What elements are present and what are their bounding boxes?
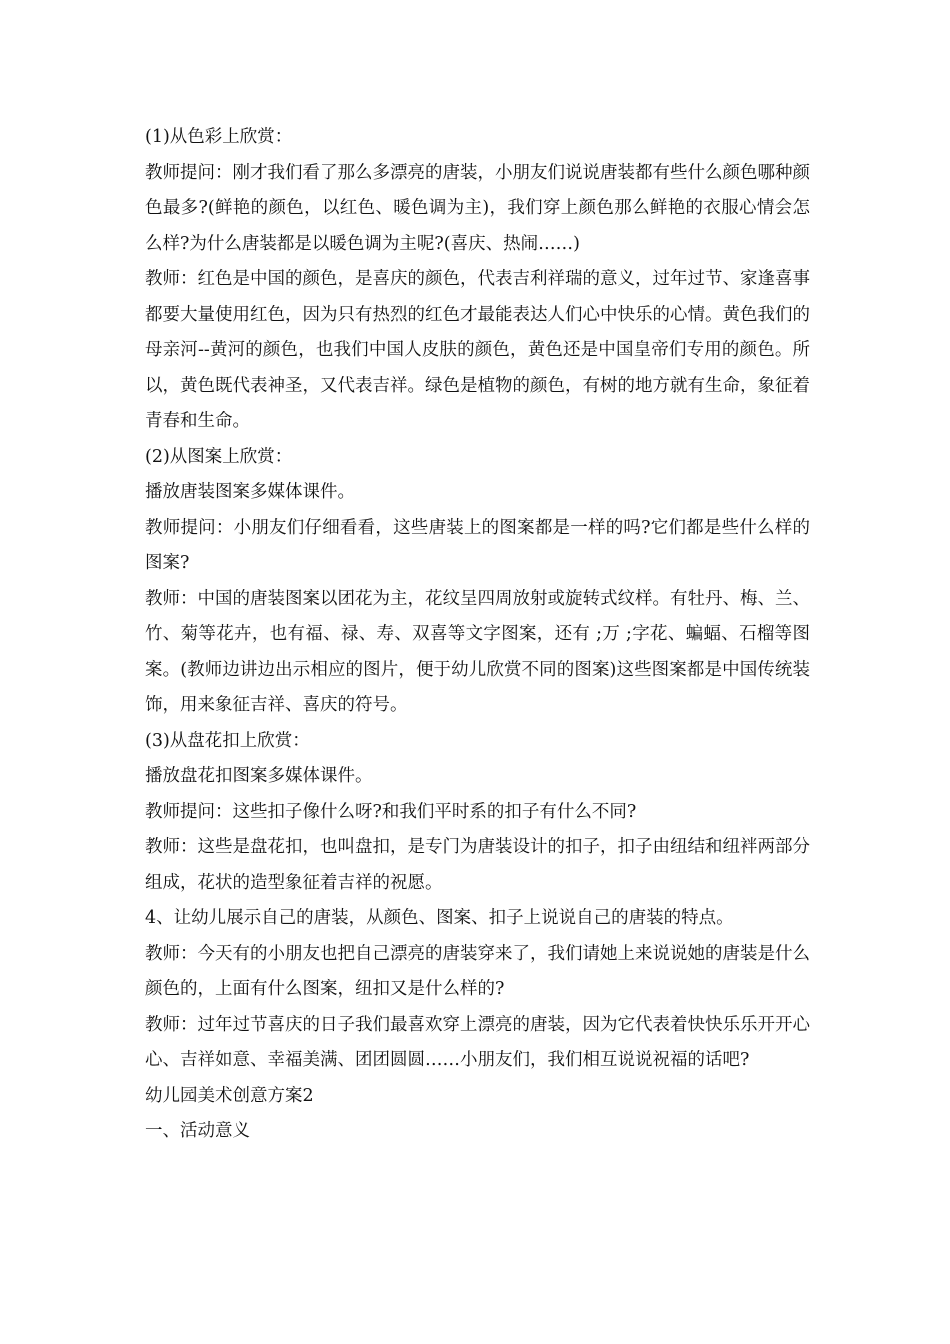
paragraph: 4、让幼儿展示自己的唐装，从颜色、图案、扣子上说说自己的唐装的特点。: [145, 908, 734, 928]
paragraph: 教师提问：这些扣子像什么呀?和我们平时系的扣子有什么不同?: [145, 801, 637, 822]
paragraph: 播放唐装图案多媒体课件。: [145, 482, 355, 502]
document-body: [145, 120, 810, 1150]
section-heading-button: (3)从盘花扣上欣赏：: [145, 730, 310, 751]
section-heading-color: (1)从色彩上欣赏：: [145, 127, 293, 147]
paragraph: 教师：这些是盘花扣，也叫盘扣，是专门为唐装设计的扣子，扣子由纽结和纽袢两部分组成，花状的造型象征着吉祥的祝愿。: [145, 837, 810, 893]
section-heading-meaning: 一、活动意义: [145, 1121, 250, 1141]
section-heading-pattern: (2)从图案上欣赏：: [145, 446, 293, 467]
paragraph: 教师：今天有的小朋友也把自己漂亮的唐装穿来了，我们请她上来说说她的唐装是什么颜色的，上面有什么图案，纽扣又是什么样的?: [145, 943, 810, 999]
paragraph: 教师：中国的唐装图案以团花为主，花纹呈四周放射或旋转式纹样。有牡丹、梅、兰、竹、菊等花卉，也有福、禄、寿、双喜等文字图案，还有 ;万 ;字花、蝙蝠、石榴等图案。(教师边讲边出示相应的图片，便于幼儿欣赏不同的图案)这些图案都是中国传统装饰，用来象征吉祥、喜庆的符号。: [145, 588, 810, 715]
paragraph: 播放盘花扣图案多媒体课件。: [145, 766, 373, 786]
paragraph: 教师：红色是中国的颜色，是喜庆的颜色，代表吉利祥瑞的意义，过年过节、家逢喜事都要大量使用红色，因为只有热烈的红色才最能表达人们心中快乐的心情。黄色我们的母亲河--黄河的颜色，也我们中国人皮肤的颜色，黄色还是中国皇帝们专用的颜色。所以，黄色既代表神圣，又代表吉祥。绿色是植物的颜色，有树的地方就有生命，象征着青春和生命。: [145, 269, 810, 431]
paragraph: 教师：过年过节喜庆的日子我们最喜欢穿上漂亮的唐装，因为它代表着快快乐乐开开心心、吉祥如意、幸福美满、团团圆圆……小朋友们，我们相互说说祝福的话吧?: [145, 1014, 810, 1070]
document-title: 幼儿园美术创意方案2: [145, 1085, 314, 1106]
paragraph: 教师提问：刚才我们看了那么多漂亮的唐装，小朋友们说说唐装都有些什么颜色哪种颜色最多?(鲜艳的颜色，以红色、暖色调为主)，我们穿上颜色那么鲜艳的衣服心情会怎么样?为什么唐装都是以暖色调为主呢?(喜庆、热闹……): [145, 162, 810, 254]
paragraph: 教师提问：小朋友们仔细看看，这些唐装上的图案都是一样的吗?它们都是些什么样的图案?: [145, 517, 810, 573]
